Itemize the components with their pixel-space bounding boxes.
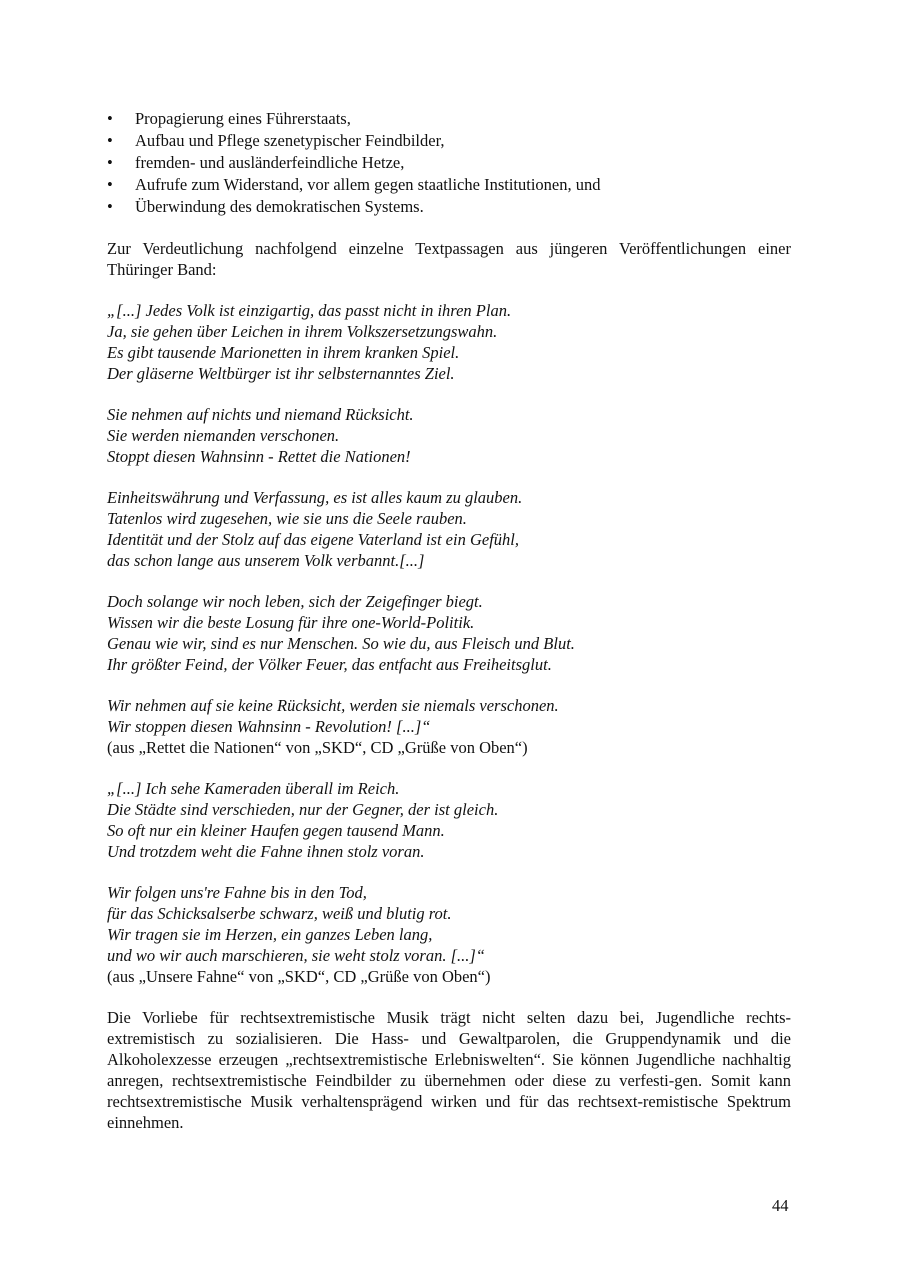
verse-line: „[...] Jedes Volk ist einzigartig, das passt nicht in ihren Plan.: [107, 301, 512, 320]
conclusion-paragraph: Die Vorliebe für rechtsextremistische Musik trägt nicht selten dazu bei, Jugendliche rechts-extremistisch zu sozialisieren. Die Hass- und Gewaltparolen, die Gruppendynamik und die Alkoholexzesse erzeugen „rechtsextremistische Erlebniswelten“. Sie können Jugendliche nachhaltig anregen, rechtsextremistische Feindbilder zu übernehmen oder diese zu verfesti-gen. Somit kann rechtsextremistische Musik verhaltensprägend wirken und für das rechtsext-remistische Spektrum einnehmen.: [107, 1008, 791, 1132]
verse-line: Und trotzdem weht die Fahne ihnen stolz voran.: [107, 842, 425, 861]
verse-line: Stoppt diesen Wahnsinn - Rettet die Nationen!: [107, 447, 411, 466]
quote-source: (aus „Rettet die Nationen“ von „SKD“, CD „Grüße von Oben“): [107, 738, 528, 757]
stanza: [107, 404, 791, 467]
list-item: • Aufrufe zum Widerstand, vor allem gegen staatliche Institutionen, und: [107, 174, 791, 196]
verse-line: Wissen wir die beste Losung für ihre one-World-Politik.: [107, 613, 475, 632]
verse-line: Einheitswährung und Verfassung, es ist alles kaum zu glauben.: [107, 488, 523, 507]
verse-line: Wir nehmen auf sie keine Rücksicht, werden sie niemals verschonen.: [107, 696, 559, 715]
verse-line: für das Schicksalserbe schwarz, weiß und blutig rot.: [107, 904, 452, 923]
stanza: [107, 778, 791, 862]
verse-line: Es gibt tausende Marionetten in ihrem kranken Spiel.: [107, 343, 460, 362]
verse-line: und wo wir auch marschieren, sie weht stolz voran. [...]“: [107, 946, 485, 965]
stanza: [107, 591, 791, 675]
bullet-list: [107, 108, 791, 218]
verse-line: Ihr größter Feind, der Völker Feuer, das entfacht aus Freiheitsglut.: [107, 655, 552, 674]
verse-line: Identität und der Stolz auf das eigene Vaterland ist ein Gefühl,: [107, 530, 519, 549]
lyrics-quote-1: [107, 300, 791, 758]
stanza: [107, 882, 791, 987]
page-number: 44: [772, 1196, 789, 1215]
list-item: • fremden- und ausländerfeindliche Hetze,: [107, 152, 791, 174]
list-item: • Aufbau und Pflege szenetypischer Feindbilder,: [107, 130, 791, 152]
verse-line: Wir stoppen diesen Wahnsinn - Revolution! [...]“: [107, 717, 431, 736]
stanza: [107, 300, 791, 384]
stanza: [107, 695, 791, 758]
intro-paragraph: Zur Verdeutlichung nachfolgend einzelne Textpassagen aus jüngeren Veröffentlichungen einer Thüringer Band:: [107, 239, 791, 279]
verse-line: Der gläserne Weltbürger ist ihr selbsternanntes Ziel.: [107, 364, 455, 383]
verse-line: Ja, sie gehen über Leichen in ihrem Volkszersetzungswahn.: [107, 322, 498, 341]
verse-line: Genau wie wir, sind es nur Menschen. So wie du, aus Fleisch und Blut.: [107, 634, 575, 653]
page-body: [107, 108, 791, 1133]
verse-line: So oft nur ein kleiner Haufen gegen tausend Mann.: [107, 821, 445, 840]
stanza: [107, 487, 791, 571]
verse-line: Die Städte sind verschieden, nur der Gegner, der ist gleich.: [107, 800, 499, 819]
quote-source: (aus „Unsere Fahne“ von „SKD“, CD „Grüße von Oben“): [107, 967, 491, 986]
verse-line: Wir folgen uns're Fahne bis in den Tod,: [107, 883, 367, 902]
list-item: • Überwindung des demokratischen Systems.: [107, 196, 791, 218]
list-item: • Propagierung eines Führerstaats,: [107, 108, 791, 130]
verse-line: das schon lange aus unserem Volk verbannt.[...]: [107, 551, 425, 570]
verse-line: Sie nehmen auf nichts und niemand Rücksicht.: [107, 405, 414, 424]
verse-line: Sie werden niemanden verschonen.: [107, 426, 340, 445]
verse-line: Tatenlos wird zugesehen, wie sie uns die Seele rauben.: [107, 509, 467, 528]
verse-line: „[...] Ich sehe Kameraden überall im Reich.: [107, 779, 400, 798]
verse-line: Doch solange wir noch leben, sich der Zeigefinger biegt.: [107, 592, 483, 611]
lyrics-quote-2: [107, 778, 791, 987]
verse-line: Wir tragen sie im Herzen, ein ganzes Leben lang,: [107, 925, 433, 944]
